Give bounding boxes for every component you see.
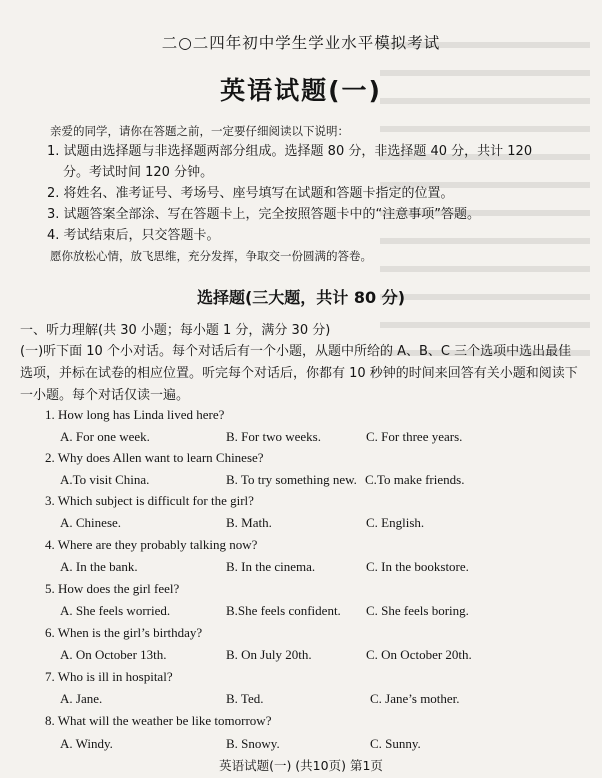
option-b: B. Math.: [226, 515, 272, 530]
option-c: C. Sunny.: [370, 736, 421, 751]
question-1: 1. How long has Linda lived here?: [45, 407, 225, 422]
option-b: B. To try something new.: [226, 472, 357, 487]
question-5: 5. How does the girl feel?: [45, 581, 180, 596]
option-b: B.She feels confident.: [226, 603, 341, 618]
option-a: A. In the bank.: [60, 559, 138, 574]
notice-item-3: 3. 试题答案全部涂、写在答题卡上，完全按照答题卡中的“注意事项”答题。: [47, 207, 481, 222]
option-c: C. English.: [366, 515, 425, 530]
option-b: B. For two weeks.: [226, 429, 321, 444]
notice-wish: 愿你放松心情，放飞思维，充分发挥，争取交一份圆满的答卷。: [50, 249, 372, 263]
notice-item-4: 4. 考试结束后，只交答题卡。: [47, 228, 220, 243]
question-3: 3. Which subject is difficult for the girl?: [45, 493, 254, 508]
option-b: B. In the cinema.: [226, 559, 316, 574]
page-title: 英语试题(一): [220, 76, 382, 105]
option-c: C. She feels boring.: [366, 603, 469, 618]
option-a: A. She feels worried.: [60, 603, 171, 618]
question-6: 6. When is the girl’s birthday?: [45, 625, 203, 640]
option-a: A. Jane.: [60, 691, 103, 706]
listening-instruction: (一)听下面 10 个小对话。每个对话后有一个小题，从题中所给的 A、B、C 三个选项中选出最佳选项，并标在试卷的相应位置。听完每个对话后，你都有 10 秒钟的时间来回答有关小题和阅读下一小题。每个对话仅读一遍。: [20, 344, 578, 403]
exam-name: 二○二四年初中学生学业水平模拟考试: [161, 34, 441, 52]
notice-item-1: 1. 试题由选择题与非选择题两部分组成。选择题 80 分，非选择题 40 分，共计 120 分。考试时间 120 分钟。: [47, 144, 533, 180]
option-c: C.To make friends.: [365, 472, 465, 487]
option-c: C. On October 20th.: [366, 647, 472, 662]
option-b: B. On July 20th.: [226, 647, 312, 662]
option-c: C. For three years.: [366, 429, 463, 444]
notice-item-2: 2. 将姓名、准考证号、考场号、座号填写在试题和答题卡指定的位置。: [47, 186, 454, 201]
part-title: 一、听力理解(共 30 小题；每小题 1 分，满分 30 分): [20, 323, 331, 338]
question-7: 7. Who is ill in hospital?: [45, 669, 173, 684]
option-b: B. Snowy.: [226, 736, 280, 751]
option-c: C. In the bookstore.: [366, 559, 469, 574]
option-a: A.To visit China.: [60, 472, 150, 487]
question-4: 4. Where are they probably talking now?: [45, 537, 258, 552]
section-title: 选择题(三大题，共计 80 分): [196, 288, 406, 307]
question-2: 2. Why does Allen want to learn Chinese?: [45, 450, 264, 465]
notice-greeting: 亲爱的同学，请你在答题之前，一定要仔细阅读以下说明：: [50, 124, 349, 138]
question-8: 8. What will the weather be like tomorrow?: [45, 713, 272, 728]
option-a: A. Windy.: [60, 736, 113, 751]
option-a: A. For one week.: [60, 429, 150, 444]
option-c: C. Jane’s mother.: [370, 691, 460, 706]
page-footer: 英语试题(一) (共10页) 第1页: [219, 758, 383, 773]
option-a: A. Chinese.: [60, 515, 122, 530]
option-a: A. On October 13th.: [60, 647, 167, 662]
option-b: B. Ted.: [226, 691, 264, 706]
